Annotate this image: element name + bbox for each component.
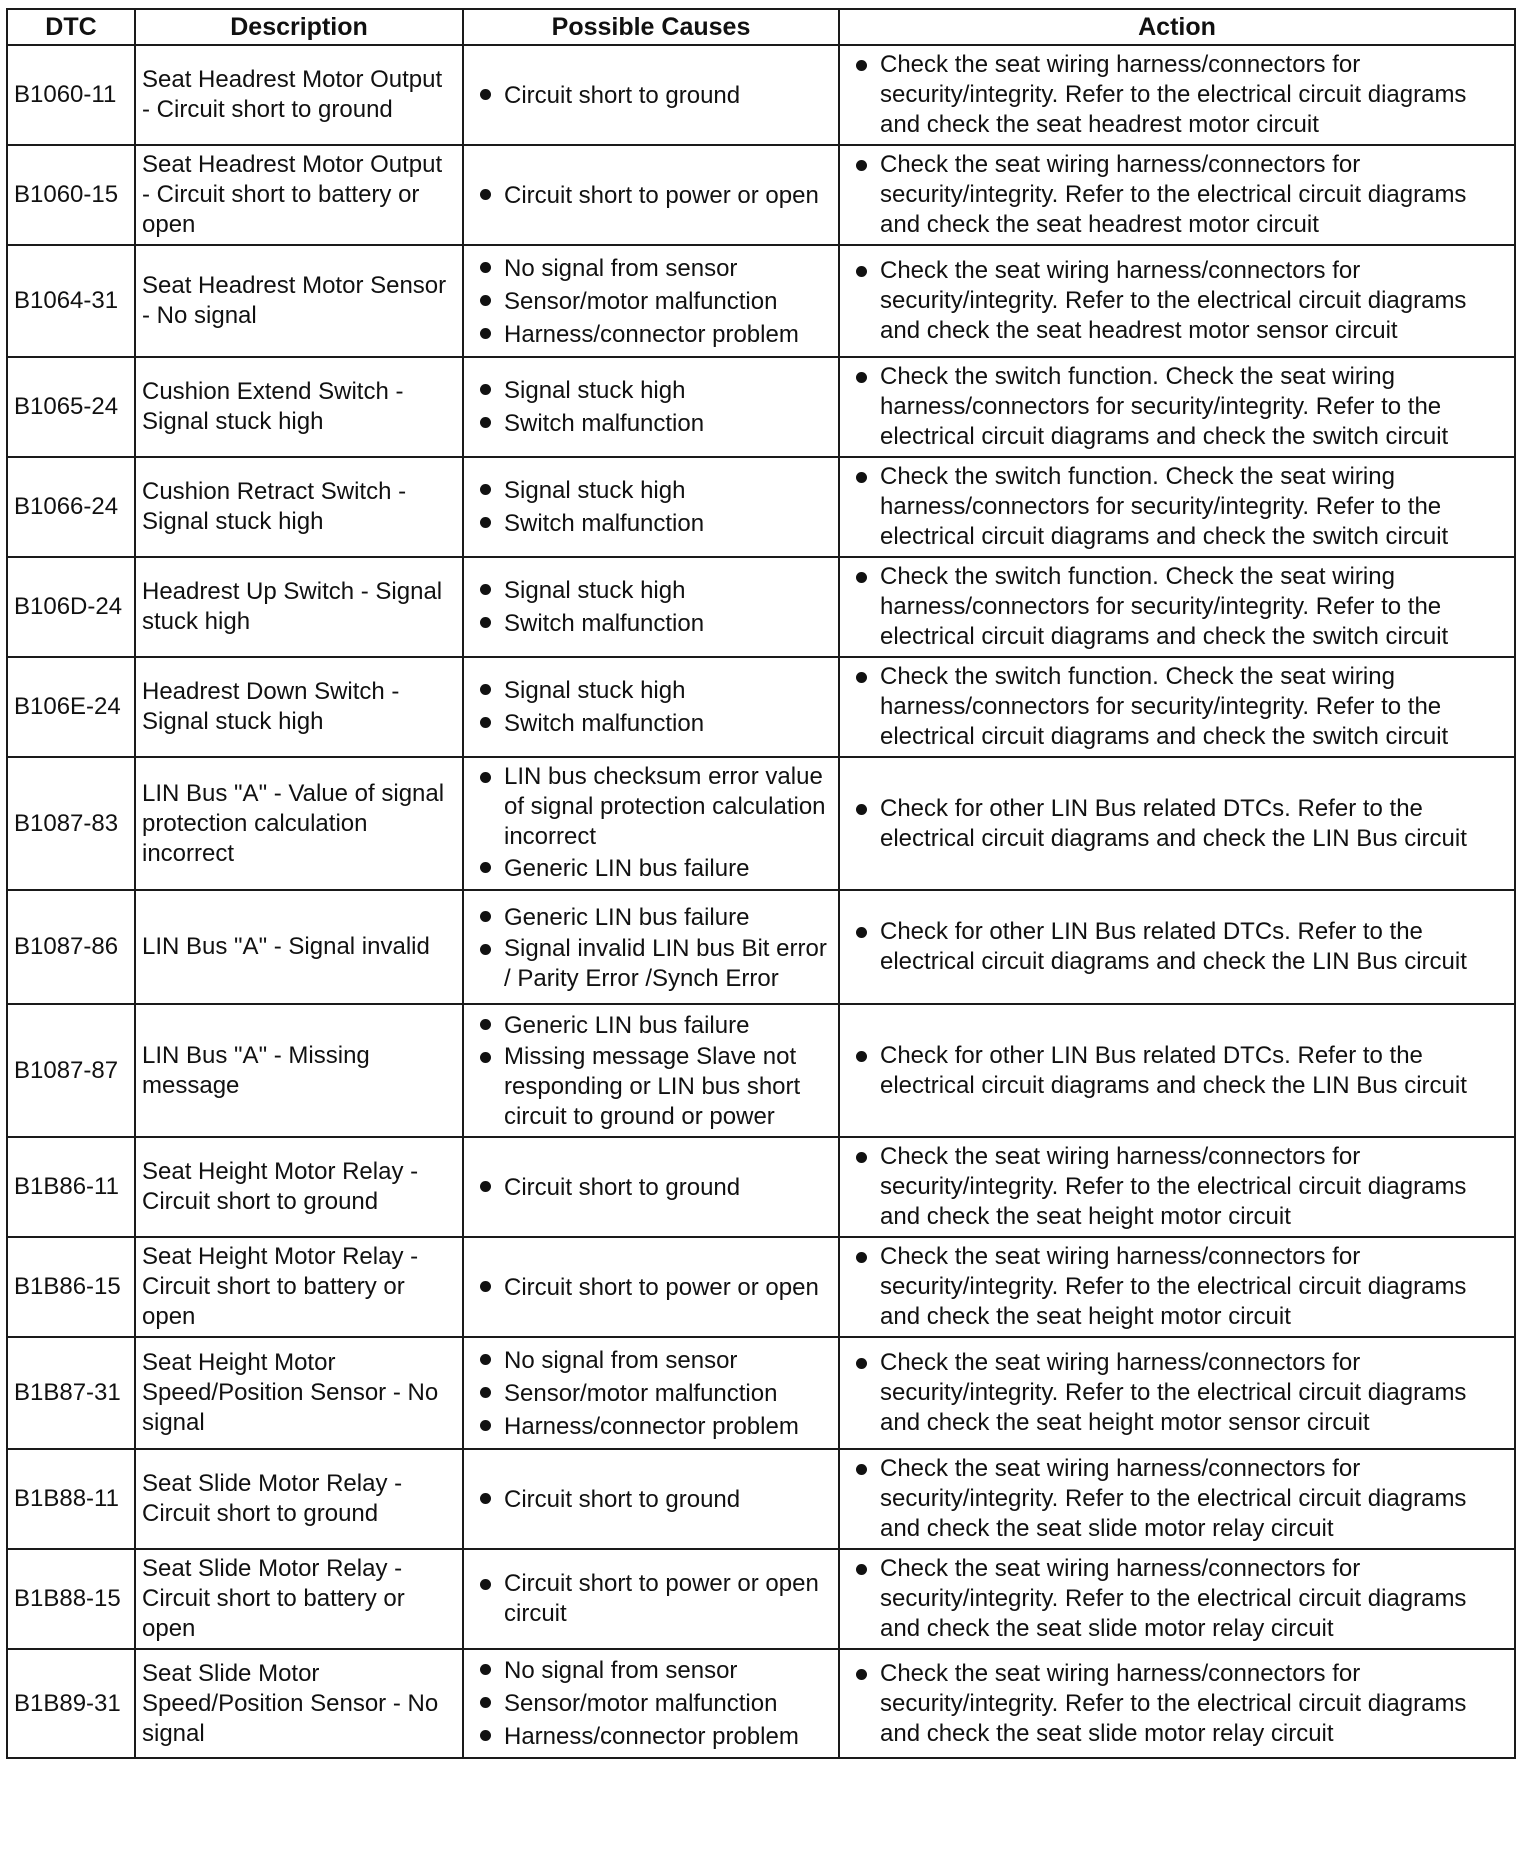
dtc-code: B1066-24 [7, 457, 135, 557]
table-row [7, 45, 1515, 145]
action-list [846, 1142, 1508, 1232]
action [839, 557, 1515, 657]
causes-list [470, 674, 832, 740]
action-item: Check the seat wiring harness/connectors for security/integrity. Refer to the electrical circuit diagrams and check the seat slide motor relay circuit [846, 1554, 1508, 1644]
action-item: Check the seat wiring harness/connectors for security/integrity. Refer to the electrical circuit diagrams and check the seat slide motor relay circuit [846, 1454, 1508, 1544]
action-item: Check the seat wiring harness/connectors for security/integrity. Refer to the electrical circuit diagrams and check the seat height motor sensor circuit [846, 1348, 1508, 1438]
dtc-code: B1B86-11 [7, 1137, 135, 1237]
cause-item: Signal stuck high [470, 674, 832, 707]
cause-item: Harness/connector problem [470, 1410, 832, 1443]
action [839, 757, 1515, 890]
cause-item: Signal stuck high [470, 574, 832, 607]
dtc-description: Seat Headrest Motor Sensor - No signal [135, 245, 463, 357]
action [839, 657, 1515, 757]
action-list [846, 462, 1508, 552]
action [839, 1449, 1515, 1549]
action-item: Check for other LIN Bus related DTCs. Refer to the electrical circuit diagrams and check the LIN Bus circuit [846, 1041, 1508, 1101]
dtc-description: Headrest Up Switch - Signal stuck high [135, 557, 463, 657]
possible-causes [463, 557, 839, 657]
dtc-description: Seat Height Motor Relay - Circuit short to ground [135, 1137, 463, 1237]
dtc-code: B1060-11 [7, 45, 135, 145]
causes-list [470, 1171, 832, 1204]
dtc-description: LIN Bus "A" - Signal invalid [135, 890, 463, 1004]
table-row [7, 757, 1515, 890]
cause-item: Sensor/motor malfunction [470, 285, 832, 318]
action-list [846, 362, 1508, 452]
header-action: Action [839, 9, 1515, 45]
action-item: Check the seat wiring harness/connectors for security/integrity. Refer to the electrical circuit diagrams and check the seat headrest motor circuit [846, 150, 1508, 240]
possible-causes [463, 657, 839, 757]
action-list [846, 256, 1508, 346]
dtc-code: B1B87-31 [7, 1337, 135, 1449]
dtc-code: B1065-24 [7, 357, 135, 457]
cause-item: Switch malfunction [470, 407, 832, 440]
header-possible-causes: Possible Causes [463, 9, 839, 45]
cause-item: No signal from sensor [470, 1654, 832, 1687]
cause-item: No signal from sensor [470, 252, 832, 285]
cause-item: Generic LIN bus failure [470, 901, 832, 934]
table-row [7, 890, 1515, 1004]
dtc-description: Seat Slide Motor Relay - Circuit short to battery or open [135, 1549, 463, 1649]
cause-item: Switch malfunction [470, 607, 832, 640]
action [839, 1649, 1515, 1758]
dtc-code: B1B88-11 [7, 1449, 135, 1549]
table-row [7, 1337, 1515, 1449]
possible-causes [463, 1004, 839, 1137]
cause-item: LIN bus checksum error value of signal protection calculation incorrect [470, 762, 832, 852]
dtc-description: Seat Height Motor Speed/Position Sensor - No signal [135, 1337, 463, 1449]
header-row [7, 9, 1515, 45]
possible-causes [463, 245, 839, 357]
action-item: Check the seat wiring harness/connectors for security/integrity. Refer to the electrical circuit diagrams and check the seat headrest motor circuit [846, 50, 1508, 140]
dtc-code: B1064-31 [7, 245, 135, 357]
possible-causes [463, 1237, 839, 1337]
action [839, 1549, 1515, 1649]
causes-list [470, 474, 832, 540]
dtc-table [6, 8, 1516, 1759]
action-item: Check the switch function. Check the seat wiring harness/connectors for security/integrity. Refer to the electrical circuit diagrams and check the switch circuit [846, 462, 1508, 552]
table-row [7, 1004, 1515, 1137]
action [839, 1137, 1515, 1237]
table-row [7, 1549, 1515, 1649]
cause-item: Circuit short to power or open [470, 179, 832, 212]
action-list [846, 1242, 1508, 1332]
possible-causes [463, 145, 839, 245]
table-header [7, 9, 1515, 45]
action [839, 357, 1515, 457]
causes-list [470, 1009, 832, 1132]
causes-list [470, 1483, 832, 1516]
dtc-code: B1087-86 [7, 890, 135, 1004]
cause-item: Circuit short to power or open circuit [470, 1569, 832, 1629]
possible-causes [463, 457, 839, 557]
action [839, 145, 1515, 245]
causes-list [470, 1569, 832, 1629]
causes-list [470, 179, 832, 212]
action [839, 890, 1515, 1004]
header-description: Description [135, 9, 463, 45]
possible-causes [463, 1649, 839, 1758]
possible-causes [463, 1549, 839, 1649]
dtc-description: Headrest Down Switch - Signal stuck high [135, 657, 463, 757]
action-list [846, 1554, 1508, 1644]
cause-item: Circuit short to power or open [470, 1271, 832, 1304]
cause-item: Harness/connector problem [470, 1720, 832, 1753]
action-list [846, 662, 1508, 752]
table-row [7, 145, 1515, 245]
action-list [846, 1454, 1508, 1544]
action-list [846, 1348, 1508, 1438]
dtc-code: B106D-24 [7, 557, 135, 657]
cause-item: No signal from sensor [470, 1344, 832, 1377]
table-row [7, 1649, 1515, 1758]
action-item: Check the switch function. Check the seat wiring harness/connectors for security/integrity. Refer to the electrical circuit diagrams and check the switch circuit [846, 562, 1508, 652]
table-row [7, 657, 1515, 757]
cause-item: Circuit short to ground [470, 79, 832, 112]
dtc-code: B106E-24 [7, 657, 135, 757]
cause-item: Switch malfunction [470, 707, 832, 740]
causes-list [470, 1271, 832, 1304]
action-list [846, 794, 1508, 854]
possible-causes [463, 1337, 839, 1449]
dtc-description: Seat Headrest Motor Output - Circuit short to ground [135, 45, 463, 145]
dtc-code: B1087-83 [7, 757, 135, 890]
header-dtc: DTC [7, 9, 135, 45]
possible-causes [463, 757, 839, 890]
causes-list [470, 574, 832, 640]
action-list [846, 150, 1508, 240]
causes-list [470, 1344, 832, 1443]
action-list [846, 1659, 1508, 1749]
action [839, 457, 1515, 557]
dtc-description: LIN Bus "A" - Missing message [135, 1004, 463, 1137]
action [839, 1237, 1515, 1337]
cause-item: Generic LIN bus failure [470, 1009, 832, 1042]
action-item: Check the seat wiring harness/connectors for security/integrity. Refer to the electrical circuit diagrams and check the seat height motor circuit [846, 1242, 1508, 1332]
cause-item: Circuit short to ground [470, 1171, 832, 1204]
possible-causes [463, 1449, 839, 1549]
action [839, 1004, 1515, 1137]
table-row [7, 357, 1515, 457]
cause-item: Sensor/motor malfunction [470, 1687, 832, 1720]
cause-item: Signal stuck high [470, 374, 832, 407]
cause-item: Signal stuck high [470, 474, 832, 507]
cause-item: Generic LIN bus failure [470, 852, 832, 885]
action-item: Check for other LIN Bus related DTCs. Refer to the electrical circuit diagrams and check the LIN Bus circuit [846, 917, 1508, 977]
action-list [846, 50, 1508, 140]
dtc-description: Seat Slide Motor Speed/Position Sensor - No signal [135, 1649, 463, 1758]
action-item: Check the seat wiring harness/connectors for security/integrity. Refer to the electrical circuit diagrams and check the seat headrest motor sensor circuit [846, 256, 1508, 346]
causes-list [470, 1654, 832, 1753]
cause-item: Harness/connector problem [470, 318, 832, 351]
table-row [7, 1237, 1515, 1337]
cause-item: Signal invalid LIN bus Bit error / Parity Error /Synch Error [470, 934, 832, 994]
possible-causes [463, 1137, 839, 1237]
cause-item: Missing message Slave not responding or LIN bus short circuit to ground or power [470, 1042, 832, 1132]
table-row [7, 557, 1515, 657]
causes-list [470, 79, 832, 112]
dtc-description: Seat Height Motor Relay - Circuit short to battery or open [135, 1237, 463, 1337]
dtc-description: Seat Headrest Motor Output - Circuit short to battery or open [135, 145, 463, 245]
cause-item: Switch malfunction [470, 507, 832, 540]
action-item: Check the switch function. Check the seat wiring harness/connectors for security/integrity. Refer to the electrical circuit diagrams and check the switch circuit [846, 662, 1508, 752]
dtc-description: Cushion Retract Switch - Signal stuck high [135, 457, 463, 557]
action-item: Check the switch function. Check the seat wiring harness/connectors for security/integrity. Refer to the electrical circuit diagrams and check the switch circuit [846, 362, 1508, 452]
table-body [7, 45, 1515, 1758]
possible-causes [463, 890, 839, 1004]
table-row [7, 1449, 1515, 1549]
cause-item: Circuit short to ground [470, 1483, 832, 1516]
table-row [7, 1137, 1515, 1237]
dtc-code: B1B88-15 [7, 1549, 135, 1649]
table-row [7, 245, 1515, 357]
action [839, 45, 1515, 145]
dtc-description: LIN Bus "A" - Value of signal protection calculation incorrect [135, 757, 463, 890]
action-list [846, 562, 1508, 652]
causes-list [470, 762, 832, 885]
action-item: Check the seat wiring harness/connectors for security/integrity. Refer to the electrical circuit diagrams and check the seat slide motor relay circuit [846, 1659, 1508, 1749]
action-list [846, 1041, 1508, 1101]
cause-item: Sensor/motor malfunction [470, 1377, 832, 1410]
action-item: Check for other LIN Bus related DTCs. Refer to the electrical circuit diagrams and check the LIN Bus circuit [846, 794, 1508, 854]
action-item: Check the seat wiring harness/connectors for security/integrity. Refer to the electrical circuit diagrams and check the seat height motor circuit [846, 1142, 1508, 1232]
dtc-code: B1060-15 [7, 145, 135, 245]
possible-causes [463, 45, 839, 145]
table-row [7, 457, 1515, 557]
action [839, 1337, 1515, 1449]
causes-list [470, 901, 832, 994]
dtc-code: B1087-87 [7, 1004, 135, 1137]
causes-list [470, 252, 832, 351]
dtc-description: Seat Slide Motor Relay - Circuit short to ground [135, 1449, 463, 1549]
action [839, 245, 1515, 357]
dtc-description: Cushion Extend Switch - Signal stuck high [135, 357, 463, 457]
causes-list [470, 374, 832, 440]
possible-causes [463, 357, 839, 457]
action-list [846, 917, 1508, 977]
dtc-code: B1B86-15 [7, 1237, 135, 1337]
dtc-code: B1B89-31 [7, 1649, 135, 1758]
